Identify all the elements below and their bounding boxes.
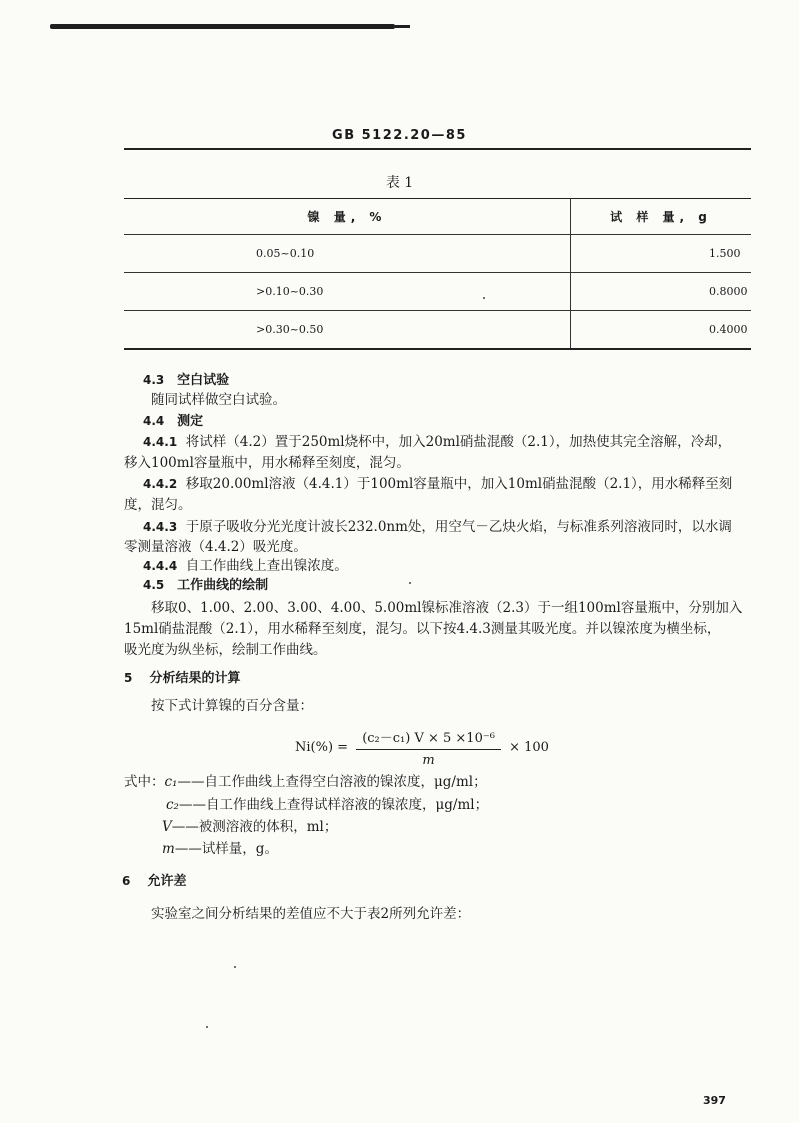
table-cell: >0.10~0.30 xyxy=(124,273,571,311)
section-4-4-4: 4.4.4 自工作曲线上查出镍浓度。 xyxy=(143,558,348,574)
where-line-v: V——被测溶液的体积，ml； xyxy=(162,819,338,835)
formula-denominator: m xyxy=(422,753,435,768)
section-5-heading: 5 分析结果的计算 xyxy=(124,671,241,686)
formula-numerator: (c₂－c₁) V × 5 ×10⁻⁶ xyxy=(356,727,501,750)
table-cell: 0.4000 xyxy=(571,311,752,350)
where-line-c2: c₂——自工作曲线上查得试样溶液的镍浓度，μg/ml； xyxy=(166,797,489,813)
section-4-5-line3: 吸光度为纵坐标，绘制工作曲线。 xyxy=(124,642,327,658)
section-4-4-heading: 4.4 测定 xyxy=(143,414,204,429)
formula-tail: × 100 xyxy=(509,740,549,755)
table-1 xyxy=(124,198,751,350)
section-5-intro: 按下式计算镍的百分含量： xyxy=(151,698,313,714)
scan-speck xyxy=(234,966,236,968)
section-4-4-3-line1: 4.4.3 于原子吸收分光光度计波长232.0nm处，用空气－乙炔火焰，与标准系列溶液同时，以水调 xyxy=(143,519,732,535)
standard-number: GB 5122.20—85 xyxy=(332,128,467,143)
formula-lhs: Ni(%) = xyxy=(295,740,349,755)
top-rule-decoration xyxy=(50,24,395,29)
where-line-c1: 式中：c₁——自工作曲线上查得空白溶液的镍浓度，μg/ml； xyxy=(124,774,487,790)
table-cell: 1.500 xyxy=(571,235,752,273)
section-6-heading: 6 允许差 xyxy=(122,874,187,889)
formula-fraction xyxy=(356,727,501,768)
section-4-4-2-line2: 度，混匀。 xyxy=(124,497,192,513)
top-rule-decoration-tail xyxy=(395,25,410,28)
page-number: 397 xyxy=(703,1094,726,1107)
header-rule xyxy=(124,148,751,150)
scan-speck xyxy=(409,582,411,584)
section-4-5-line2: 15ml硝盐混酸（2.1），用水稀释至刻度，混匀。以下按4.4.3测量其吸光度。并以镍浓度为横坐标， xyxy=(124,621,721,637)
table-row xyxy=(124,273,751,311)
section-4-3-text: 随同试样做空白试验。 xyxy=(151,392,286,408)
table-row xyxy=(124,311,751,350)
section-4-4-3-line2: 零测量溶液（4.4.2）吸光度。 xyxy=(124,539,307,555)
table-row xyxy=(124,235,751,273)
table-header-row xyxy=(124,199,751,235)
section-4-4-1-line1: 4.4.1 将试样（4.2）置于250ml烧杯中，加入20ml硝盐混酸（2.1），加热使其完全溶解，冷却， xyxy=(143,434,732,450)
section-4-3-heading: 4.3 空白试验 xyxy=(143,373,230,388)
section-4-5-heading: 4.5 工作曲线的绘制 xyxy=(143,578,269,593)
where-line-m: m——试样量，g。 xyxy=(162,841,278,857)
table-cell: 0.8000 xyxy=(571,273,752,311)
table-cell: 0.05~0.10 xyxy=(124,235,571,273)
section-4-5-line1: 移取0、1.00、2.00、3.00、4.00、5.00ml镍标准溶液（2.3）于一组100ml容量瓶中，分别加入 xyxy=(151,600,743,616)
section-4-4-1-line2: 移入100ml容量瓶中，用水稀释至刻度，混匀。 xyxy=(124,455,410,471)
table-header-nickel: 镍 量, % xyxy=(124,199,571,235)
table-cell: >0.30~0.50 xyxy=(124,311,571,350)
section-4-4-2-line1: 4.4.2 移取20.00ml溶液（4.4.1）于100ml容量瓶中，加入10ml硝盐混酸（2.1），用水稀释至刻 xyxy=(143,476,733,492)
table-caption: 表 1 xyxy=(385,175,414,191)
scan-speck xyxy=(483,297,485,299)
scan-speck xyxy=(206,1026,208,1028)
section-6-text: 实验室之间分析结果的差值应不大于表2所列允许差： xyxy=(151,906,471,922)
nickel-formula xyxy=(295,727,549,768)
table-header-sample: 试 样 量, g xyxy=(571,199,752,235)
